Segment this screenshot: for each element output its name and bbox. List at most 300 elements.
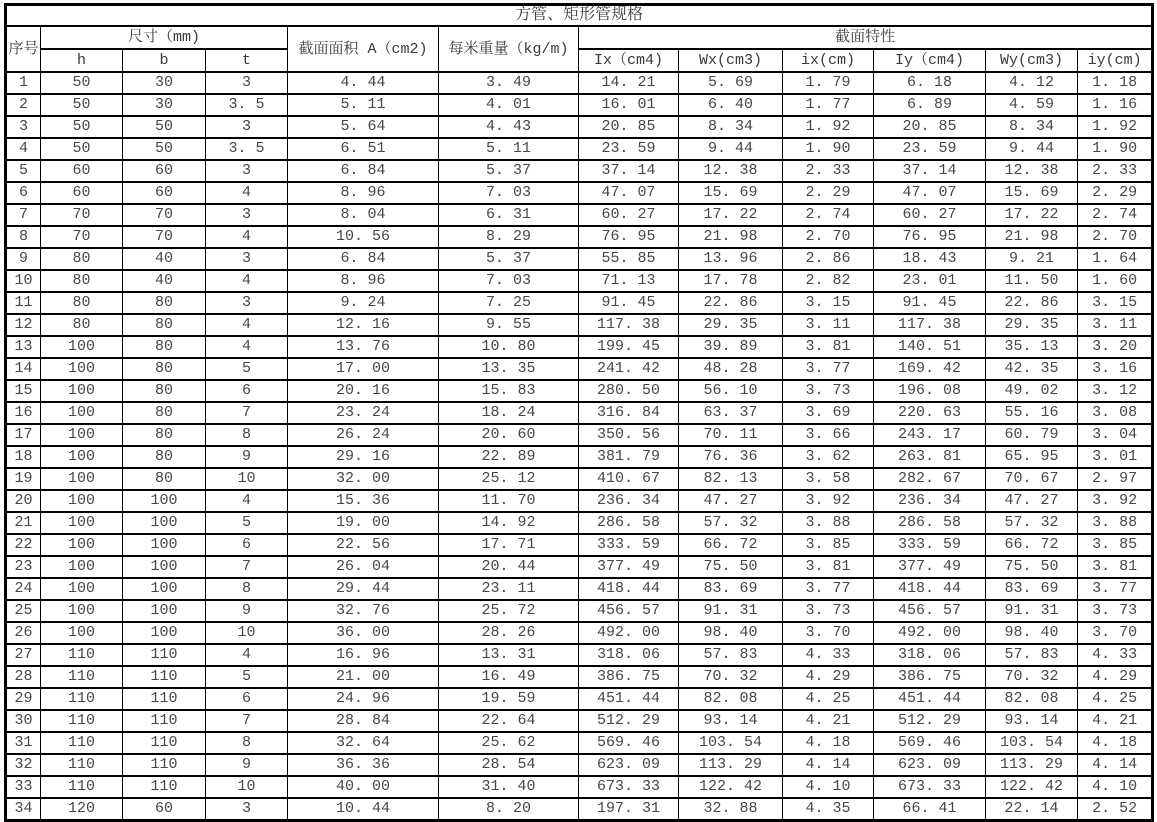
col-header-iy: iy(cm) xyxy=(1078,49,1153,72)
cell-weight: 22. 89 xyxy=(439,446,579,468)
cell-Wx: 75. 50 xyxy=(679,556,783,578)
cell-Wx: 5. 69 xyxy=(679,72,783,94)
cell-Iy: 6. 18 xyxy=(874,72,986,94)
cell-b: 80 xyxy=(123,468,206,490)
table-row xyxy=(6,336,1153,358)
cell-b: 80 xyxy=(123,446,206,468)
cell-serial: 6 xyxy=(6,182,41,204)
cell-t: 4 xyxy=(206,644,288,666)
cell-h: 100 xyxy=(41,578,123,600)
cell-Wy: 82. 08 xyxy=(986,688,1078,710)
cell-t: 4 xyxy=(206,336,288,358)
cell-ix: 2. 74 xyxy=(783,204,874,226)
cell-serial: 11 xyxy=(6,292,41,314)
cell-Ix: 381. 79 xyxy=(579,446,679,468)
cell-t: 3 xyxy=(206,292,288,314)
cell-weight: 25. 62 xyxy=(439,732,579,754)
cell-b: 110 xyxy=(123,732,206,754)
header-row-subcols xyxy=(6,49,1153,72)
cell-weight: 15. 83 xyxy=(439,380,579,402)
cell-area: 24. 96 xyxy=(288,688,439,710)
cell-iy: 1. 18 xyxy=(1078,72,1153,94)
cell-Wx: 70. 11 xyxy=(679,424,783,446)
cell-iy: 4. 25 xyxy=(1078,688,1153,710)
cell-b: 100 xyxy=(123,600,206,622)
cell-Wx: 98. 40 xyxy=(679,622,783,644)
cell-ix: 1. 90 xyxy=(783,138,874,160)
cell-b: 100 xyxy=(123,534,206,556)
cell-Wy: 91. 31 xyxy=(986,600,1078,622)
cell-t: 5 xyxy=(206,512,288,534)
cell-serial: 18 xyxy=(6,446,41,468)
table-row xyxy=(6,622,1153,644)
cell-area: 23. 24 xyxy=(288,402,439,424)
cell-weight: 4. 01 xyxy=(439,94,579,116)
cell-Ix: 47. 07 xyxy=(579,182,679,204)
cell-b: 40 xyxy=(123,270,206,292)
cell-serial: 15 xyxy=(6,380,41,402)
table-row xyxy=(6,424,1153,446)
cell-Wy: 57. 83 xyxy=(986,644,1078,666)
cell-h: 100 xyxy=(41,402,123,424)
cell-serial: 21 xyxy=(6,512,41,534)
cell-t: 10 xyxy=(206,468,288,490)
cell-Iy: 140. 51 xyxy=(874,336,986,358)
cell-area: 22. 56 xyxy=(288,534,439,556)
table-row xyxy=(6,138,1153,160)
cell-h: 110 xyxy=(41,776,123,798)
cell-b: 80 xyxy=(123,314,206,336)
cell-Ix: 280. 50 xyxy=(579,380,679,402)
cell-area: 10. 44 xyxy=(288,798,439,821)
cell-Iy: 282. 67 xyxy=(874,468,986,490)
cell-t: 6 xyxy=(206,688,288,710)
cell-ix: 3. 73 xyxy=(783,380,874,402)
cell-serial: 30 xyxy=(6,710,41,732)
cell-serial: 13 xyxy=(6,336,41,358)
table-row xyxy=(6,446,1153,468)
table-row xyxy=(6,314,1153,336)
cell-area: 8. 04 xyxy=(288,204,439,226)
cell-t: 4 xyxy=(206,182,288,204)
cell-t: 7 xyxy=(206,402,288,424)
cell-h: 80 xyxy=(41,248,123,270)
cell-area: 36. 36 xyxy=(288,754,439,776)
cell-Wx: 93. 14 xyxy=(679,710,783,732)
cell-Wy: 47. 27 xyxy=(986,490,1078,512)
cell-area: 12. 16 xyxy=(288,314,439,336)
cell-b: 70 xyxy=(123,226,206,248)
cell-t: 3. 5 xyxy=(206,94,288,116)
cell-Iy: 66. 41 xyxy=(874,798,986,821)
cell-Wy: 22. 86 xyxy=(986,292,1078,314)
cell-weight: 14. 92 xyxy=(439,512,579,534)
cell-t: 3 xyxy=(206,160,288,182)
cell-b: 80 xyxy=(123,358,206,380)
cell-b: 50 xyxy=(123,138,206,160)
table-row xyxy=(6,380,1153,402)
table-row xyxy=(6,270,1153,292)
cell-Ix: 492. 00 xyxy=(579,622,679,644)
col-header-h: h xyxy=(41,49,123,72)
cell-b: 60 xyxy=(123,182,206,204)
cell-Wx: 17. 22 xyxy=(679,204,783,226)
table-row xyxy=(6,534,1153,556)
cell-ix: 4. 25 xyxy=(783,688,874,710)
cell-Iy: 263. 81 xyxy=(874,446,986,468)
table-row xyxy=(6,688,1153,710)
cell-Iy: 196. 08 xyxy=(874,380,986,402)
cell-b: 100 xyxy=(123,622,206,644)
table-row xyxy=(6,72,1153,94)
table-row xyxy=(6,732,1153,754)
cell-Wx: 29. 35 xyxy=(679,314,783,336)
table-row xyxy=(6,512,1153,534)
cell-Ix: 673. 33 xyxy=(579,776,679,798)
cell-ix: 3. 77 xyxy=(783,578,874,600)
cell-Wy: 83. 69 xyxy=(986,578,1078,600)
cell-t: 8 xyxy=(206,424,288,446)
cell-Ix: 569. 46 xyxy=(579,732,679,754)
cell-iy: 3. 73 xyxy=(1078,600,1153,622)
cell-area: 29. 44 xyxy=(288,578,439,600)
cell-Iy: 377. 49 xyxy=(874,556,986,578)
table-row xyxy=(6,248,1153,270)
cell-Wy: 4. 59 xyxy=(986,94,1078,116)
cell-iy: 2. 70 xyxy=(1078,226,1153,248)
cell-h: 50 xyxy=(41,138,123,160)
cell-iy: 2. 33 xyxy=(1078,160,1153,182)
cell-Wy: 29. 35 xyxy=(986,314,1078,336)
cell-weight: 4. 43 xyxy=(439,116,579,138)
cell-b: 80 xyxy=(123,380,206,402)
cell-area: 8. 96 xyxy=(288,270,439,292)
cell-ix: 2. 70 xyxy=(783,226,874,248)
cell-ix: 3. 85 xyxy=(783,534,874,556)
cell-Wy: 8. 34 xyxy=(986,116,1078,138)
cell-Ix: 623. 09 xyxy=(579,754,679,776)
col-header-Wy: Wy(cm3) xyxy=(986,49,1078,72)
cell-Wy: 122. 42 xyxy=(986,776,1078,798)
cell-Ix: 14. 21 xyxy=(579,72,679,94)
cell-Iy: 47. 07 xyxy=(874,182,986,204)
cell-h: 110 xyxy=(41,666,123,688)
cell-Iy: 569. 46 xyxy=(874,732,986,754)
cell-area: 4. 44 xyxy=(288,72,439,94)
table-row xyxy=(6,358,1153,380)
col-group-size: 尺寸（mm) xyxy=(41,26,288,49)
cell-Iy: 318. 06 xyxy=(874,644,986,666)
cell-ix: 2. 86 xyxy=(783,248,874,270)
cell-iy: 3. 11 xyxy=(1078,314,1153,336)
cell-area: 26. 24 xyxy=(288,424,439,446)
cell-Wx: 17. 78 xyxy=(679,270,783,292)
cell-t: 3. 5 xyxy=(206,138,288,160)
cell-iy: 1. 16 xyxy=(1078,94,1153,116)
cell-h: 80 xyxy=(41,314,123,336)
cell-Iy: 418. 44 xyxy=(874,578,986,600)
cell-Wx: 13. 96 xyxy=(679,248,783,270)
cell-weight: 28. 54 xyxy=(439,754,579,776)
cell-weight: 19. 59 xyxy=(439,688,579,710)
cell-b: 110 xyxy=(123,688,206,710)
cell-Iy: 512. 29 xyxy=(874,710,986,732)
cell-serial: 25 xyxy=(6,600,41,622)
cell-Ix: 333. 59 xyxy=(579,534,679,556)
cell-serial: 23 xyxy=(6,556,41,578)
cell-weight: 8. 29 xyxy=(439,226,579,248)
cell-Ix: 16. 01 xyxy=(579,94,679,116)
cell-h: 110 xyxy=(41,710,123,732)
cell-ix: 1. 79 xyxy=(783,72,874,94)
cell-t: 3 xyxy=(206,204,288,226)
cell-Ix: 418. 44 xyxy=(579,578,679,600)
cell-Wx: 91. 31 xyxy=(679,600,783,622)
cell-b: 100 xyxy=(123,578,206,600)
cell-Iy: 117. 38 xyxy=(874,314,986,336)
cell-ix: 4. 29 xyxy=(783,666,874,688)
cell-iy: 3. 01 xyxy=(1078,446,1153,468)
table-row xyxy=(6,556,1153,578)
cell-Wy: 65. 95 xyxy=(986,446,1078,468)
cell-ix: 3. 66 xyxy=(783,424,874,446)
cell-t: 4 xyxy=(206,490,288,512)
cell-t: 6 xyxy=(206,380,288,402)
cell-area: 26. 04 xyxy=(288,556,439,578)
cell-b: 110 xyxy=(123,710,206,732)
cell-h: 110 xyxy=(41,644,123,666)
cell-weight: 6. 31 xyxy=(439,204,579,226)
table-row xyxy=(6,468,1153,490)
cell-h: 50 xyxy=(41,94,123,116)
cell-iy: 1. 92 xyxy=(1078,116,1153,138)
cell-serial: 1 xyxy=(6,72,41,94)
cell-t: 3 xyxy=(206,248,288,270)
cell-Ix: 377. 49 xyxy=(579,556,679,578)
cell-iy: 3. 77 xyxy=(1078,578,1153,600)
cell-h: 70 xyxy=(41,204,123,226)
cell-Ix: 386. 75 xyxy=(579,666,679,688)
cell-b: 40 xyxy=(123,248,206,270)
cell-ix: 3. 11 xyxy=(783,314,874,336)
cell-ix: 3. 73 xyxy=(783,600,874,622)
cell-t: 4 xyxy=(206,226,288,248)
cell-ix: 2. 82 xyxy=(783,270,874,292)
cell-serial: 22 xyxy=(6,534,41,556)
cell-Wy: 60. 79 xyxy=(986,424,1078,446)
cell-h: 100 xyxy=(41,534,123,556)
cell-Iy: 333. 59 xyxy=(874,534,986,556)
cell-iy: 1. 64 xyxy=(1078,248,1153,270)
cell-serial: 5 xyxy=(6,160,41,182)
cell-b: 100 xyxy=(123,512,206,534)
cell-area: 19. 00 xyxy=(288,512,439,534)
cell-area: 15. 36 xyxy=(288,490,439,512)
cell-Ix: 199. 45 xyxy=(579,336,679,358)
cell-Iy: 169. 42 xyxy=(874,358,986,380)
table-body xyxy=(6,72,1153,821)
cell-Ix: 350. 56 xyxy=(579,424,679,446)
cell-ix: 3. 58 xyxy=(783,468,874,490)
cell-Iy: 20. 85 xyxy=(874,116,986,138)
cell-Ix: 236. 34 xyxy=(579,490,679,512)
cell-area: 13. 76 xyxy=(288,336,439,358)
cell-Ix: 316. 84 xyxy=(579,402,679,424)
cell-Wy: 98. 40 xyxy=(986,622,1078,644)
cell-serial: 14 xyxy=(6,358,41,380)
cell-t: 10 xyxy=(206,622,288,644)
cell-weight: 22. 64 xyxy=(439,710,579,732)
cell-ix: 4. 18 xyxy=(783,732,874,754)
cell-ix: 3. 81 xyxy=(783,556,874,578)
cell-b: 110 xyxy=(123,666,206,688)
cell-weight: 18. 24 xyxy=(439,402,579,424)
cell-ix: 3. 15 xyxy=(783,292,874,314)
cell-weight: 10. 80 xyxy=(439,336,579,358)
cell-b: 80 xyxy=(123,424,206,446)
cell-h: 100 xyxy=(41,490,123,512)
col-header-area: 截面面积 A（cm2) xyxy=(288,26,439,72)
cell-Ix: 20. 85 xyxy=(579,116,679,138)
cell-Wx: 113. 29 xyxy=(679,754,783,776)
cell-Wx: 47. 27 xyxy=(679,490,783,512)
cell-b: 100 xyxy=(123,490,206,512)
cell-weight: 7. 03 xyxy=(439,182,579,204)
cell-serial: 34 xyxy=(6,798,41,821)
cell-area: 5. 64 xyxy=(288,116,439,138)
cell-area: 21. 00 xyxy=(288,666,439,688)
cell-weight: 7. 25 xyxy=(439,292,579,314)
cell-h: 50 xyxy=(41,116,123,138)
cell-h: 120 xyxy=(41,798,123,821)
cell-serial: 8 xyxy=(6,226,41,248)
cell-Wy: 103. 54 xyxy=(986,732,1078,754)
cell-h: 100 xyxy=(41,512,123,534)
cell-b: 110 xyxy=(123,754,206,776)
cell-Wy: 66. 72 xyxy=(986,534,1078,556)
table-row xyxy=(6,600,1153,622)
cell-iy: 3. 85 xyxy=(1078,534,1153,556)
col-header-ix: ix(cm) xyxy=(783,49,874,72)
cell-t: 10 xyxy=(206,776,288,798)
cell-area: 16. 96 xyxy=(288,644,439,666)
cell-h: 60 xyxy=(41,182,123,204)
cell-ix: 4. 10 xyxy=(783,776,874,798)
cell-Wy: 49. 02 xyxy=(986,380,1078,402)
cell-Ix: 512. 29 xyxy=(579,710,679,732)
cell-t: 9 xyxy=(206,446,288,468)
cell-area: 6. 84 xyxy=(288,160,439,182)
cell-weight: 9. 55 xyxy=(439,314,579,336)
cell-iy: 3. 08 xyxy=(1078,402,1153,424)
cell-area: 6. 84 xyxy=(288,248,439,270)
cell-h: 100 xyxy=(41,622,123,644)
cell-b: 70 xyxy=(123,204,206,226)
table-row xyxy=(6,94,1153,116)
cell-Ix: 286. 58 xyxy=(579,512,679,534)
cell-iy: 4. 29 xyxy=(1078,666,1153,688)
cell-Wx: 15. 69 xyxy=(679,182,783,204)
cell-iy: 3. 88 xyxy=(1078,512,1153,534)
cell-ix: 4. 35 xyxy=(783,798,874,821)
cell-t: 3 xyxy=(206,798,288,821)
cell-Wx: 22. 86 xyxy=(679,292,783,314)
cell-Iy: 60. 27 xyxy=(874,204,986,226)
cell-iy: 4. 10 xyxy=(1078,776,1153,798)
cell-iy: 2. 74 xyxy=(1078,204,1153,226)
cell-Iy: 492. 00 xyxy=(874,622,986,644)
cell-serial: 29 xyxy=(6,688,41,710)
cell-iy: 2. 52 xyxy=(1078,798,1153,821)
cell-area: 10. 56 xyxy=(288,226,439,248)
cell-Wx: 66. 72 xyxy=(679,534,783,556)
cell-serial: 27 xyxy=(6,644,41,666)
cell-Iy: 456. 57 xyxy=(874,600,986,622)
cell-h: 70 xyxy=(41,226,123,248)
cell-serial: 9 xyxy=(6,248,41,270)
cell-Wy: 75. 50 xyxy=(986,556,1078,578)
cell-Wy: 11. 50 xyxy=(986,270,1078,292)
cell-serial: 3 xyxy=(6,116,41,138)
cell-iy: 2. 97 xyxy=(1078,468,1153,490)
col-header-Iy: Iy（cm4) xyxy=(874,49,986,72)
cell-Ix: 37. 14 xyxy=(579,160,679,182)
cell-Wx: 82. 08 xyxy=(679,688,783,710)
cell-ix: 3. 81 xyxy=(783,336,874,358)
cell-h: 100 xyxy=(41,336,123,358)
cell-Iy: 37. 14 xyxy=(874,160,986,182)
cell-ix: 1. 92 xyxy=(783,116,874,138)
cell-iy: 3. 16 xyxy=(1078,358,1153,380)
cell-iy: 3. 15 xyxy=(1078,292,1153,314)
table-row xyxy=(6,292,1153,314)
cell-iy: 3. 20 xyxy=(1078,336,1153,358)
cell-Wx: 32. 88 xyxy=(679,798,783,821)
table-row xyxy=(6,182,1153,204)
cell-h: 100 xyxy=(41,556,123,578)
cell-t: 7 xyxy=(206,710,288,732)
cell-serial: 32 xyxy=(6,754,41,776)
cell-ix: 4. 14 xyxy=(783,754,874,776)
cell-area: 9. 24 xyxy=(288,292,439,314)
cell-Wx: 103. 54 xyxy=(679,732,783,754)
cell-ix: 3. 88 xyxy=(783,512,874,534)
cell-Wx: 9. 44 xyxy=(679,138,783,160)
cell-area: 5. 11 xyxy=(288,94,439,116)
col-header-b: b xyxy=(123,49,206,72)
cell-ix: 2. 33 xyxy=(783,160,874,182)
cell-Wx: 8. 34 xyxy=(679,116,783,138)
cell-weight: 20. 60 xyxy=(439,424,579,446)
cell-serial: 28 xyxy=(6,666,41,688)
cell-area: 20. 16 xyxy=(288,380,439,402)
col-header-serial: 序号 xyxy=(6,26,41,72)
cell-Iy: 236. 34 xyxy=(874,490,986,512)
cell-Wy: 12. 38 xyxy=(986,160,1078,182)
cell-Iy: 673. 33 xyxy=(874,776,986,798)
cell-t: 3 xyxy=(206,116,288,138)
cell-b: 60 xyxy=(123,798,206,821)
cell-Wy: 22. 14 xyxy=(986,798,1078,821)
cell-b: 100 xyxy=(123,556,206,578)
cell-serial: 26 xyxy=(6,622,41,644)
table-row xyxy=(6,402,1153,424)
cell-weight: 13. 31 xyxy=(439,644,579,666)
table-row xyxy=(6,644,1153,666)
cell-Wy: 57. 32 xyxy=(986,512,1078,534)
cell-Wx: 6. 40 xyxy=(679,94,783,116)
cell-t: 8 xyxy=(206,732,288,754)
